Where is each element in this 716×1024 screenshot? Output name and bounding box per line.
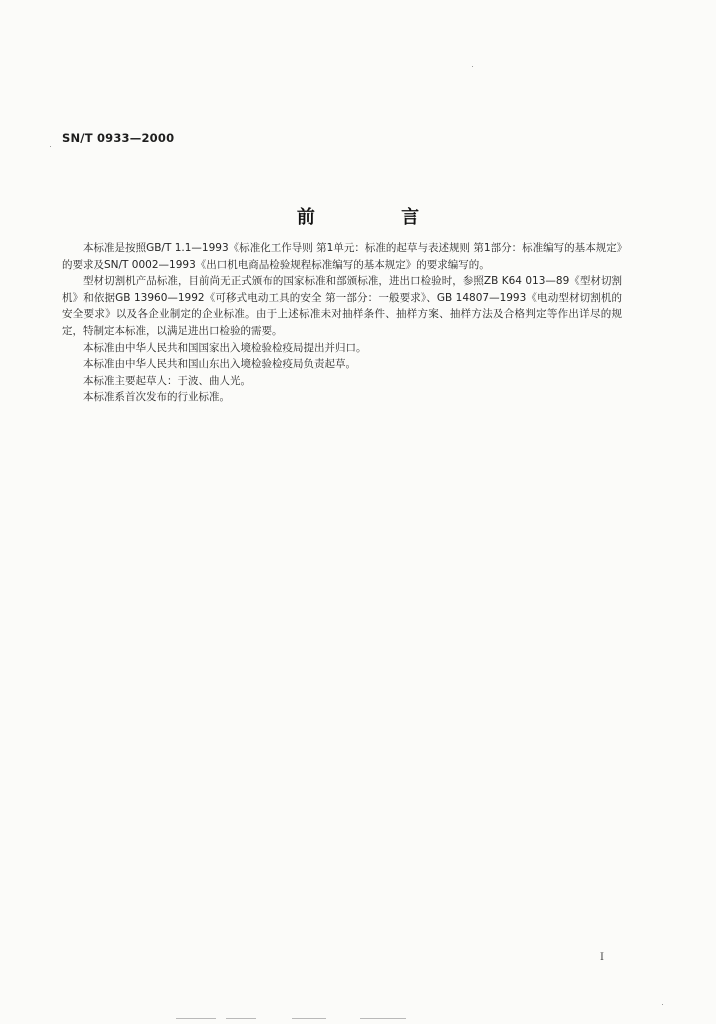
scan-artifact-line xyxy=(292,1018,326,1019)
paragraph-proposed-by: 本标准由中华人民共和国国家出入境检验检疫局提出并归口。 xyxy=(83,341,367,354)
paragraph-drafters: 本标准主要起草人：于波、曲人光。 xyxy=(83,374,251,387)
paragraph-compilation-basis: 本标准是按照GB/T 1.1—1993《标准化工作导则 第1单元：标准的起草与表述规则 第1部分：标准编写的基本规定》的要求及SN/T 0002—1993《出口机电商品检验规程标准编写的基本规定》的要求编写的。 xyxy=(62,242,622,271)
paragraph-drafted-by: 本标准由中华人民共和国山东出入境检验检疫局负责起草。 xyxy=(83,358,356,371)
scan-artifact-dot xyxy=(472,66,473,67)
foreword-title: 前 言 xyxy=(296,207,460,228)
standard-code: SN/T 0933—2000 xyxy=(62,131,175,145)
scan-artifact-dot xyxy=(662,1004,663,1005)
scan-artifact-line xyxy=(360,1018,406,1019)
foreword-body xyxy=(62,240,622,406)
scan-artifact-dot xyxy=(50,146,51,147)
paragraph-first-issue: 本标准系首次发布的行业标准。 xyxy=(83,391,230,404)
paragraph-reference-standards: 型材切割机产品标准，目前尚无正式颁布的国家标准和部颁标准，进出口检验时，参照ZB K64 013—89《型材切割机》和依据GB 13960—1992《可移式电动工具的安全 第一部分：一般要求》、GB 14807—1993《电动型材切割机的安全要求》以及各企业制定的企业标准。由于上述标准未对抽样条件、抽样方案、抽样方法及合格判定等作出详尽的规定，特制定本标准，以满足进出口检验的需要。 xyxy=(62,275,622,337)
scan-artifact-line xyxy=(226,1018,256,1019)
scan-artifact-line xyxy=(176,1018,216,1019)
page-number: I xyxy=(600,952,604,963)
